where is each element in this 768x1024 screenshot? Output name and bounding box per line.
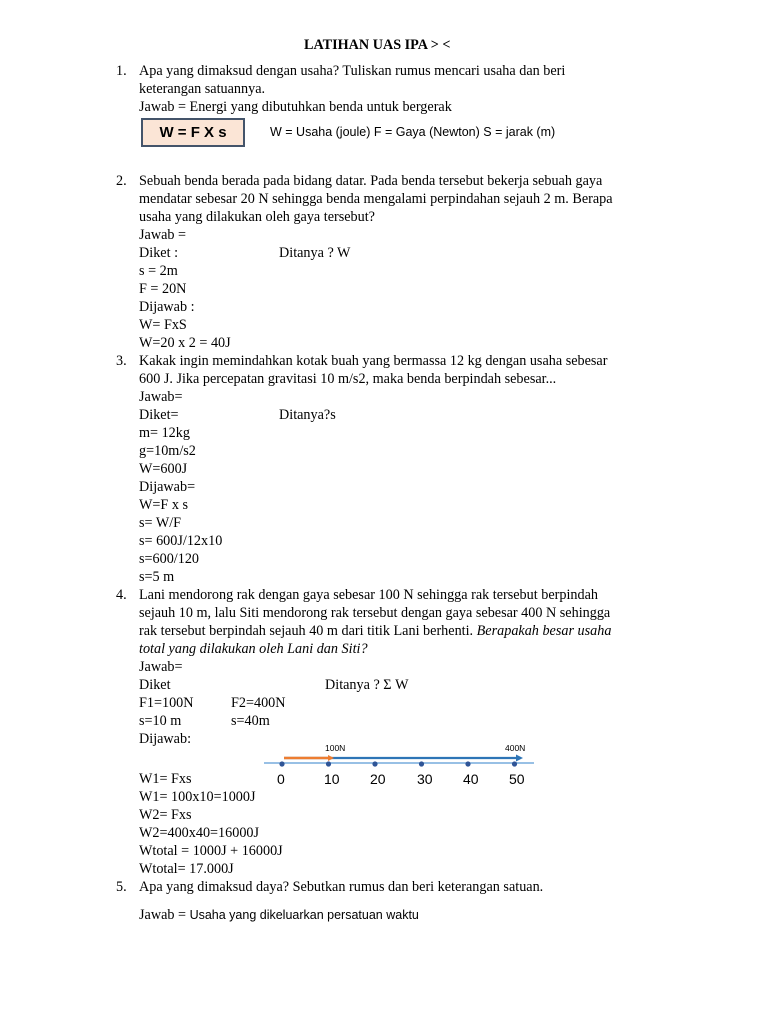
force-label-100n: 100N bbox=[325, 743, 346, 753]
q5-line-1: Apa yang dimaksud daya? Sebutkan rumus dan beri keterangan satuan. bbox=[139, 879, 544, 895]
q5-answer bbox=[139, 906, 419, 924]
q4-calc-1: W1= Fxs bbox=[139, 771, 192, 787]
q3-w: W=600J bbox=[139, 461, 188, 477]
q3-calc-4: s=600/120 bbox=[139, 551, 200, 567]
q4-ditanya: Ditanya ? Σ W bbox=[325, 677, 409, 693]
tick-label-20: 20 bbox=[370, 771, 386, 787]
arrow-100n-head bbox=[328, 755, 334, 761]
q1-number: 1. bbox=[116, 63, 127, 79]
tick-dot-0 bbox=[279, 761, 284, 766]
tick-label-10: 10 bbox=[324, 771, 340, 787]
q2-number: 2. bbox=[116, 173, 127, 189]
q4-f1: F1=100N bbox=[139, 695, 194, 711]
q3-calc-1: W=F x s bbox=[139, 497, 188, 513]
q4-line-3 bbox=[139, 622, 611, 640]
q2-calc-2: W=20 x 2 = 40J bbox=[139, 335, 231, 351]
page-title: LATIHAN UAS IPA > < bbox=[304, 37, 451, 53]
q2-diket: Diket : bbox=[139, 245, 179, 261]
q3-calc-5: s=5 m bbox=[139, 569, 175, 585]
q2-line-1: Sebuah benda berada pada bidang datar. Pada benda tersebut bekerja sebuah gaya bbox=[139, 173, 603, 189]
q4-line-3-text: rak tersebut berpindah sejauh 40 m dari titik Lani berhenti. bbox=[139, 623, 474, 639]
q4-s1: s=10 m bbox=[139, 713, 182, 729]
q3-calc-3: s= 600J/12x10 bbox=[139, 533, 223, 549]
q1-answer: Jawab = Energi yang dibutuhkan benda untuk bergerak bbox=[139, 99, 452, 115]
arrow-400n-head bbox=[516, 755, 523, 762]
formula-box bbox=[141, 118, 245, 147]
q4-line-2: sejauh 10 m, lalu Siti mendorong rak tersebut dengan gaya sebesar 400 N sehingga bbox=[139, 605, 611, 621]
force-label-400n: 400N bbox=[505, 743, 526, 753]
q4-calc-4: W2=400x40=16000J bbox=[139, 825, 260, 841]
q2-line-3: usaha yang dilakukan oleh gaya tersebut? bbox=[139, 209, 375, 225]
q4-line-1: Lani mendorong rak dengan gaya sebesar 100 N sehingga rak tersebut berpindah bbox=[139, 587, 598, 603]
q4-calc-2: W1= 100x10=1000J bbox=[139, 789, 256, 805]
q2-dijawab: Dijawab : bbox=[139, 299, 195, 315]
q1-line-2: keterangan satuannya. bbox=[139, 81, 266, 97]
q5-answer-prefix: Jawab = bbox=[139, 907, 190, 923]
tick-label-40: 40 bbox=[463, 771, 479, 787]
tick-dot-40 bbox=[465, 761, 470, 766]
q4-number: 4. bbox=[116, 587, 127, 603]
tick-dots bbox=[279, 761, 517, 766]
q3-ditanya: Ditanya?s bbox=[279, 407, 336, 423]
q5-answer-text: Usaha yang dikeluarkan persatuan waktu bbox=[189, 908, 419, 922]
q2-ditanya: Ditanya ? W bbox=[279, 245, 351, 261]
q2-f: F = 20N bbox=[139, 281, 187, 297]
formula-legend: W = Usaha (joule) F = Gaya (Newton) S = jarak (m) bbox=[270, 125, 556, 139]
number-line-diagram bbox=[262, 740, 542, 790]
formula-text: W = F X s bbox=[159, 124, 227, 141]
q3-line-1: Kakak ingin memindahkan kotak buah yang bermassa 12 kg dengan usaha sebesar bbox=[139, 353, 608, 369]
q2-calc-1: W= FxS bbox=[139, 317, 187, 333]
q4-calc-5: Wtotal = 1000J + 16000J bbox=[139, 843, 283, 859]
q3-diket: Diket= bbox=[139, 407, 179, 423]
q1-line-1: Apa yang dimaksud dengan usaha? Tuliskan rumus mencari usaha dan beri bbox=[139, 63, 566, 79]
tick-dot-30 bbox=[419, 761, 424, 766]
tick-dot-50 bbox=[512, 761, 517, 766]
q3-calc-2: s= W/F bbox=[139, 515, 182, 531]
tick-label-50: 50 bbox=[509, 771, 525, 787]
q5-number: 5. bbox=[116, 879, 127, 895]
q4-jawab: Jawab= bbox=[139, 659, 183, 675]
tick-label-30: 30 bbox=[417, 771, 433, 787]
q4-line-3-question: Berapakah besar usaha bbox=[476, 623, 612, 639]
q4-dijawab: Dijawab: bbox=[139, 731, 192, 747]
q3-jawab: Jawab= bbox=[139, 389, 183, 405]
q3-dijawab: Dijawab= bbox=[139, 479, 196, 495]
q2-jawab: Jawab = bbox=[139, 227, 187, 243]
q3-m: m= 12kg bbox=[139, 425, 190, 441]
q2-s: s = 2m bbox=[139, 263, 178, 279]
q3-line-2: 600 J. Jika percepatan gravitasi 10 m/s2, maka benda berpindah sebesar... bbox=[139, 371, 557, 387]
tick-label-0: 0 bbox=[277, 771, 285, 787]
q4-diket: Diket bbox=[139, 677, 171, 693]
q4-f2: F2=400N bbox=[231, 695, 286, 711]
q4-s2: s=40m bbox=[231, 713, 270, 729]
q4-calc-6: Wtotal= 17.000J bbox=[139, 861, 234, 877]
tick-dot-20 bbox=[372, 761, 377, 766]
q4-line-4: total yang dilakukan oleh Lani dan Siti? bbox=[139, 641, 368, 657]
q2-line-2: mendatar sebesar 20 N sehingga benda mengalami perpindahan sejauh 2 m. Berapa bbox=[139, 191, 613, 207]
q4-calc-3: W2= Fxs bbox=[139, 807, 192, 823]
q3-number: 3. bbox=[116, 353, 127, 369]
tick-dot-10 bbox=[326, 761, 331, 766]
q3-g: g=10m/s2 bbox=[139, 443, 196, 459]
